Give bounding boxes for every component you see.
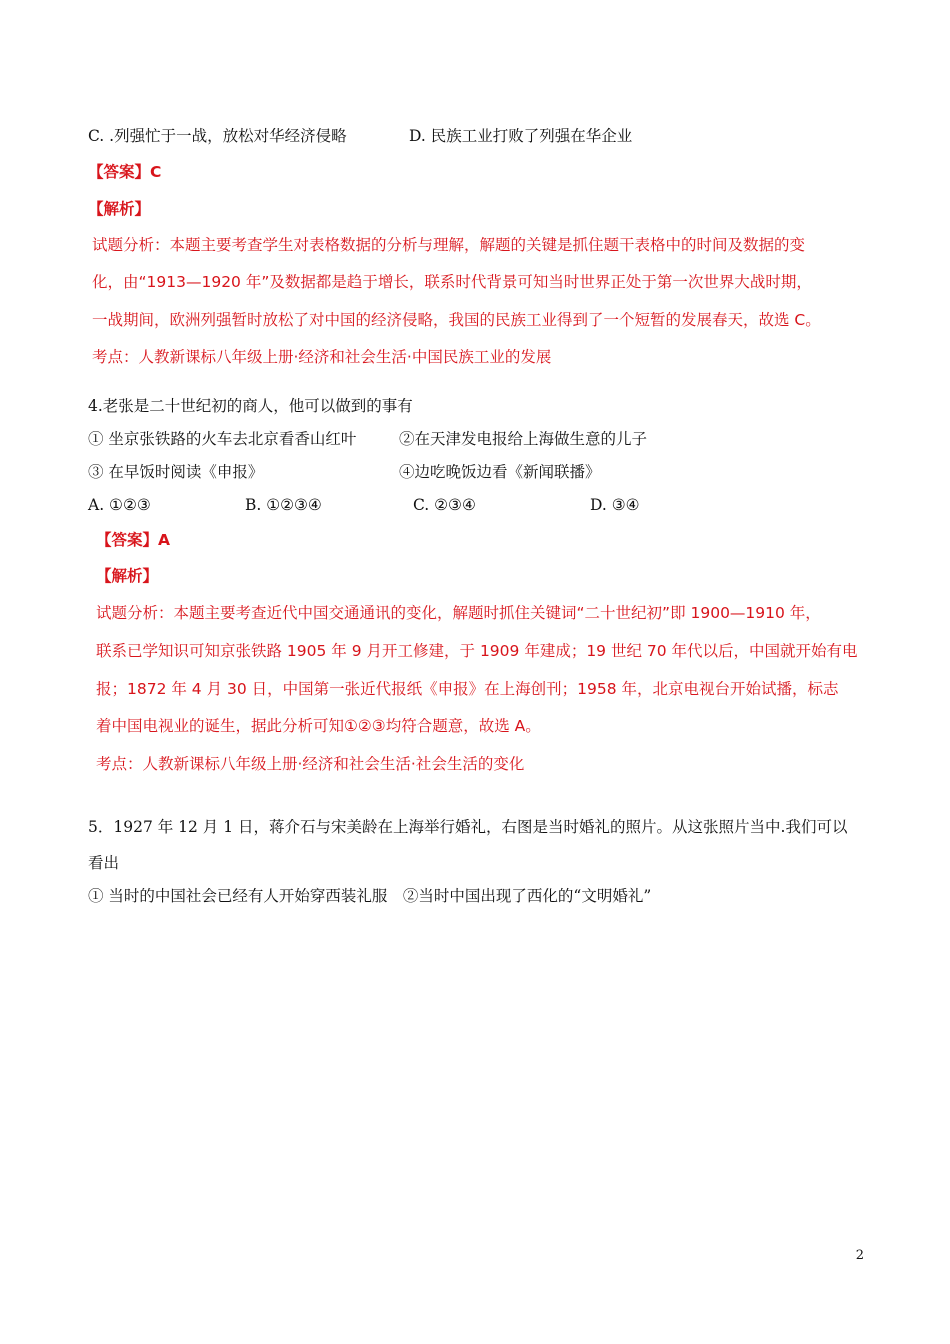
q4-item-1: ① 坐京张铁路的火车去北京看香山红叶 [88,430,357,448]
q4-analysis-line: 联系已学知识可知京张铁路 1905 年 9 月开工修建，于 1909 年建成；19 世纪 70 年代以后，中国就开始有电 [96,642,858,660]
q4-option-a: A. ①②③ [88,496,151,514]
q4-analysis-line: 报；1872 年 4 月 30 日，中国第一张近代报纸《申报》在上海创刊；1958 年，北京电视台开始试播，标志 [96,680,839,698]
q4-analysis-line: 试题分析：本题主要考查近代中国交通通讯的变化，解题时抓住关键词“二十世纪初”即 1900—1910 年， [96,604,821,622]
q4-option-c: C. ②③④ [413,496,476,514]
q3-analysis-label: 【解析】 [88,200,151,218]
q3-analysis-line: 试题分析：本题主要考查学生对表格数据的分析与理解，解题的关键是抓住题干表格中的时间及数据的变 [92,236,806,254]
q4-analysis-line: 考点：人教新课标八年级上册·经济和社会生活·社会生活的变化 [96,755,525,773]
q4-option-d: D. ③④ [590,496,640,514]
q4-item-3: ③ 在早饭时阅读《申报》 [88,463,264,481]
q3-analysis-line: 一战期间，欧洲列强暂时放松了对中国的经济侵略，我国的民族工业得到了一个短暂的发展春天，故选 C。 [92,311,821,329]
q3-option-c: C. .列强忙于一战，放松对华经济侵略 [88,127,347,145]
q4-stem: 4.老张是二十世纪初的商人，他可以做到的事有 [88,397,413,415]
q4-analysis-label: 【解析】 [96,567,159,585]
q4-answer: 【答案】A [96,531,170,549]
q4-item-4: ④边吃晚饭边看《新闻联播》 [399,463,601,481]
q3-analysis-line: 化，由“1913—1920 年”及数据都是趋于增长，联系时代背景可知当时世界正处于第一次世界大战时期， [92,273,812,291]
q4-item-2: ②在天津发电报给上海做生意的儿子 [399,430,648,448]
q3-answer: 【答案】C [88,163,162,181]
q4-option-b: B. ①②③④ [245,496,322,514]
q3-analysis-line: 考点：人教新课标八年级上册·经济和社会生活·中国民族工业的发展 [92,348,552,366]
q5-stem-line-2: 看出 [88,854,120,872]
q3-option-d: D. 民族工业打败了列强在华企业 [409,127,633,145]
page-number: 2 [855,1248,864,1263]
q5-items: ① 当时的中国社会已经有人开始穿西装礼服 ②当时中国出现了西化的“文明婚礼” [88,887,652,905]
q5-stem-line-1: 5．1927 年 12 月 1 日，蒋介石与宋美龄在上海举行婚礼，右图是当时婚礼的照片。从这张照片当中.我们可以 [88,818,848,836]
q4-analysis-line: 着中国电视业的诞生，据此分析可知①②③均符合题意，故选 A。 [96,717,541,735]
